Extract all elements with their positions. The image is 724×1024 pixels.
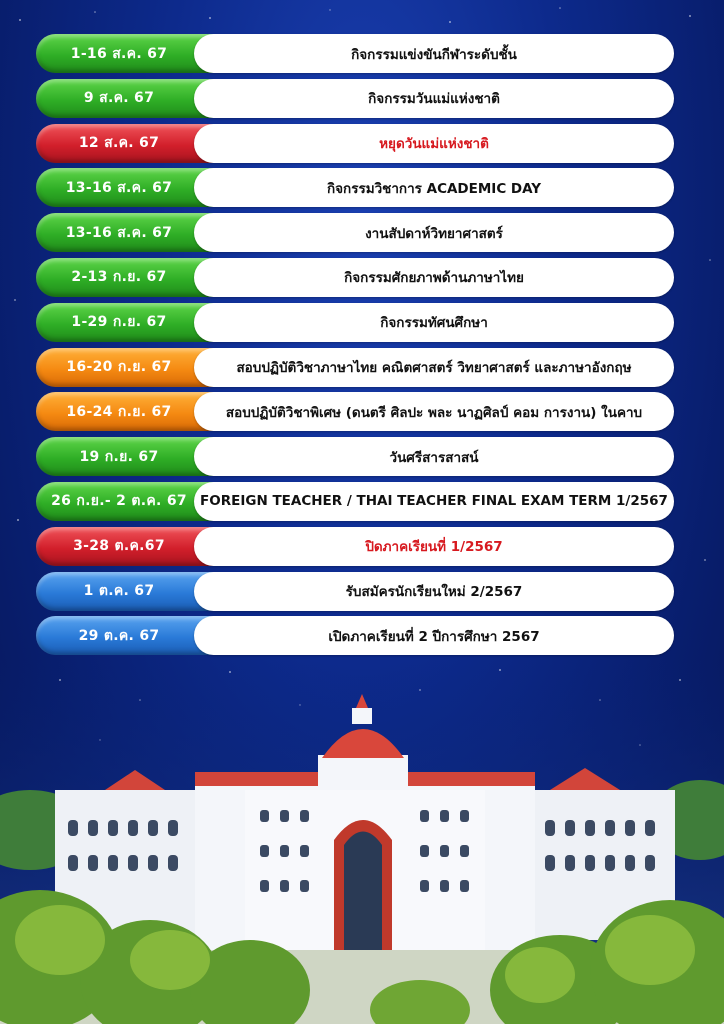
event-label: เปิดภาคเรียนที่ 2 ปีการศึกษา 2567	[194, 616, 674, 655]
date-badge: 13-16 ส.ค. 67	[36, 168, 236, 207]
schedule-row	[36, 258, 674, 297]
date-badge: 29 ต.ค. 67	[36, 616, 236, 655]
event-label: กิจกรรมทัศนศึกษา	[194, 303, 674, 342]
event-label: กิจกรรมศักยภาพด้านภาษาไทย	[194, 258, 674, 297]
event-label: กิจกรรมแข่งขันกีฬาระดับชั้น	[194, 34, 674, 73]
event-label: หยุดวันแม่แห่งชาติ	[194, 124, 674, 163]
event-label: งานสัปดาห์วิทยาศาสตร์	[194, 213, 674, 252]
date-badge: 16-24 ก.ย. 67	[36, 392, 236, 431]
date-badge: 2-13 ก.ย. 67	[36, 258, 236, 297]
schedule-row	[36, 572, 674, 611]
date-badge: 26 ก.ย.- 2 ต.ค. 67	[36, 482, 236, 521]
date-badge: 1-29 ก.ย. 67	[36, 303, 236, 342]
event-label: รับสมัครนักเรียนใหม่ 2/2567	[194, 572, 674, 611]
date-badge: 1-16 ส.ค. 67	[36, 34, 236, 73]
activity-schedule	[36, 34, 674, 661]
date-badge: 12 ส.ค. 67	[36, 124, 236, 163]
event-label: สอบปฏิบัติวิชาภาษาไทย คณิตศาสตร์ วิทยาศาสตร์ และภาษาอังกฤษ	[194, 348, 674, 387]
schedule-row	[36, 616, 674, 655]
schedule-row	[36, 34, 674, 73]
date-badge: 9 ส.ค. 67	[36, 79, 236, 118]
schedule-row	[36, 348, 674, 387]
event-label: สอบปฏิบัติวิชาพิเศษ (ดนตรี ศิลปะ พละ นาฏศิลป์ คอม การงาน) ในคาบ	[194, 392, 674, 431]
event-label: กิจกรรมวันแม่แห่งชาติ	[194, 79, 674, 118]
date-badge: 16-20 ก.ย. 67	[36, 348, 236, 387]
event-label: ปิดภาคเรียนที่ 1/2567	[194, 527, 674, 566]
schedule-row	[36, 303, 674, 342]
school-building-illustration	[0, 660, 724, 1024]
schedule-row	[36, 213, 674, 252]
date-badge: 19 ก.ย. 67	[36, 437, 236, 476]
date-badge: 13-16 ส.ค. 67	[36, 213, 236, 252]
event-label: FOREIGN TEACHER / THAI TEACHER FINAL EXAM TERM 1/2567	[194, 482, 674, 521]
schedule-row	[36, 482, 674, 521]
schedule-row	[36, 168, 674, 207]
schedule-row	[36, 527, 674, 566]
date-badge: 3-28 ต.ค.67	[36, 527, 236, 566]
schedule-row	[36, 124, 674, 163]
schedule-row	[36, 79, 674, 118]
schedule-row	[36, 392, 674, 431]
event-label: กิจกรรมวิชาการ ACADEMIC DAY	[194, 168, 674, 207]
schedule-row	[36, 437, 674, 476]
event-label: วันศรีสารสาสน์	[194, 437, 674, 476]
date-badge: 1 ต.ค. 67	[36, 572, 236, 611]
